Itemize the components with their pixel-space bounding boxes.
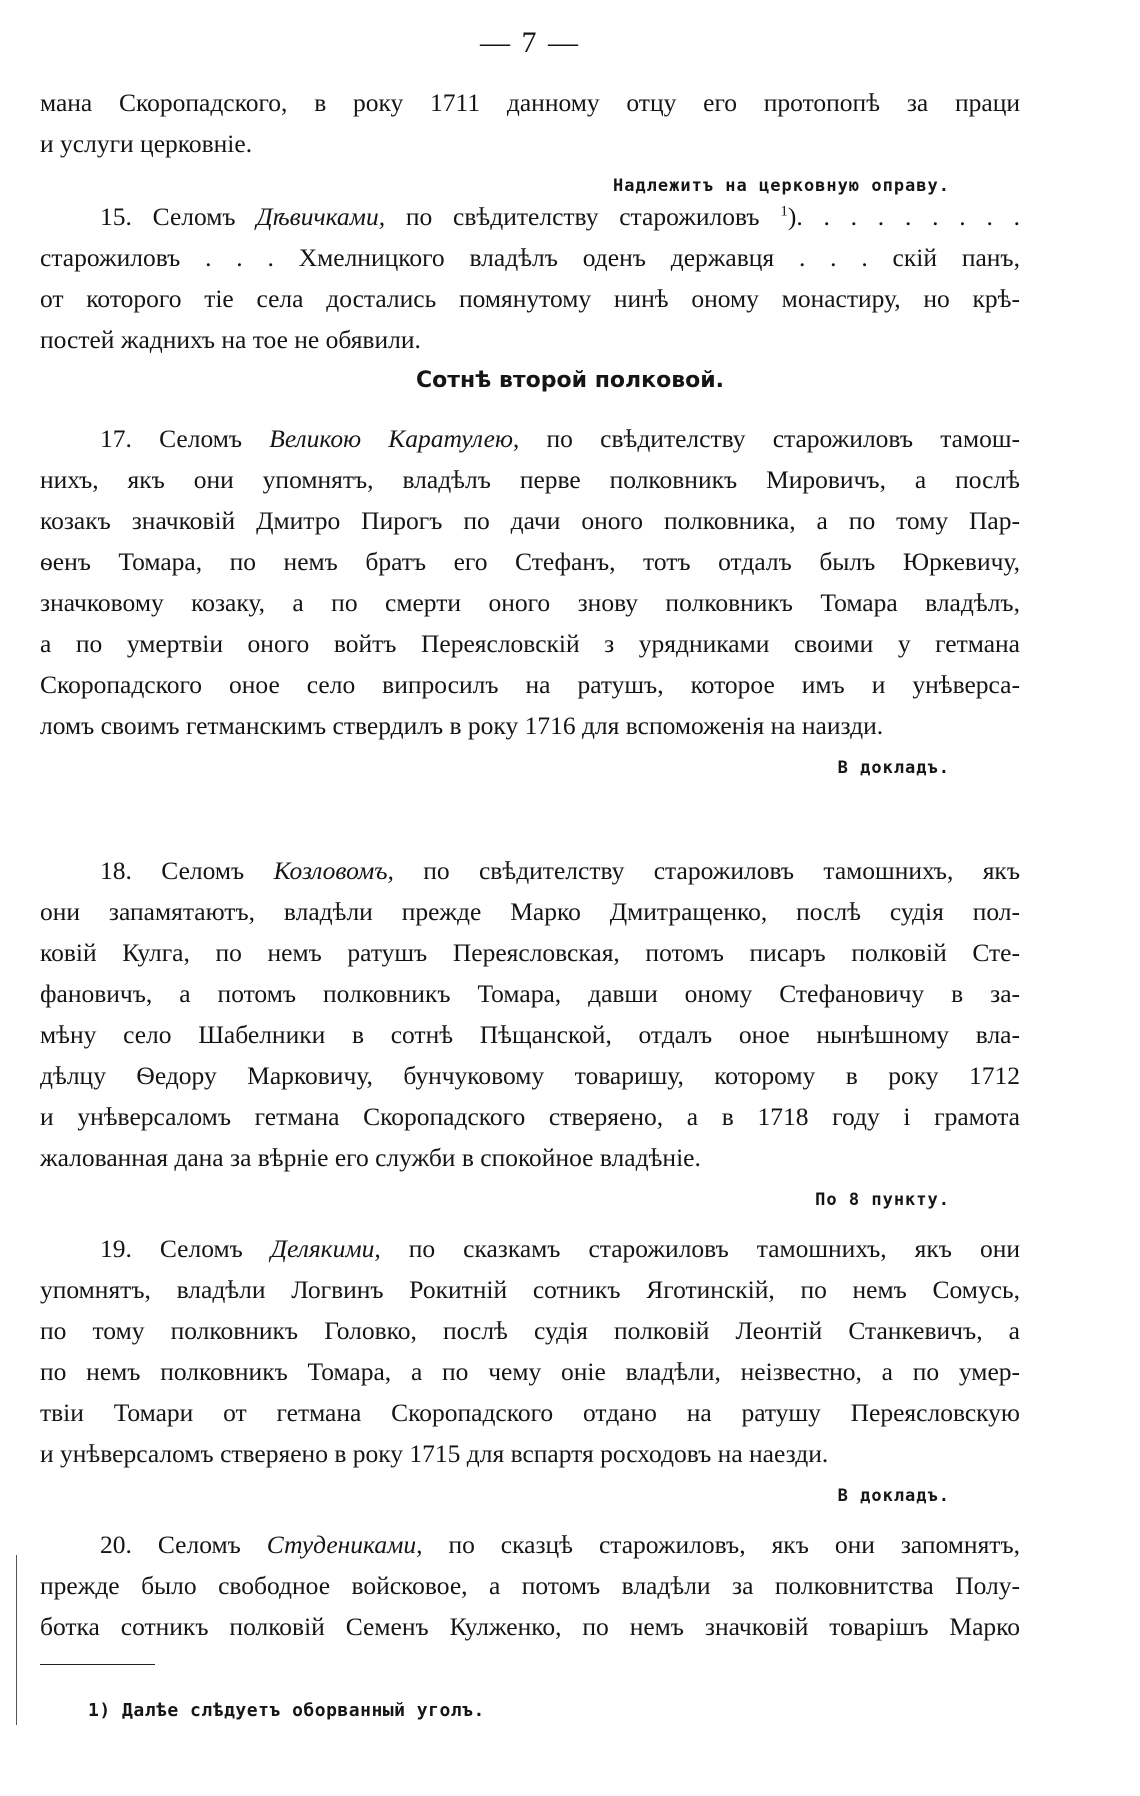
text-line: постей жаднихъ на тое не обявили.	[40, 325, 421, 354]
text-line: нихъ, якъ они упомнятъ, владѣлъ перве полковникъ Мировичъ, а послѣ	[40, 465, 1020, 494]
footnote-marker: 1)	[88, 1700, 111, 1721]
text-line: мана Скоропадского, в року 1711 данному отцу его протопопѣ за праци	[40, 88, 1020, 117]
margin-note: В докладъ.	[837, 758, 950, 778]
margin-note: В докладъ.	[837, 1486, 950, 1506]
place-name: Студениками,	[266, 1530, 423, 1559]
section-heading: Сотнѣ второй полковой.	[415, 368, 725, 393]
text-line: 20. Селомъ Студениками, по сказцѣ старожиловъ, якъ они запомнятъ,	[100, 1530, 1021, 1559]
text-span: по свѣдителству старожиловъ тамошнихъ, якъ	[423, 856, 1020, 885]
text-line: дѣлцу Ѳедору Марковичу, бунчуковому товаришу, которому в року 1712	[40, 1061, 1020, 1090]
text-line: мѣну село Шабелники в сотнѣ Пѣщанской, отдалъ оное нынѣшному вла-	[40, 1020, 1020, 1049]
text-line: и унѣверсаломъ стверяено в року 1715 для вспартя росходовъ на наезди.	[40, 1439, 829, 1468]
text-line: козакъ значковій Дмитро Пирогъ по дачи оного полковника, а по тому Пар-	[40, 506, 1020, 535]
text-line: старожиловъ . . . Хмелницкого владѣлъ оденъ державця . . . скій панъ,	[40, 243, 1020, 272]
margin-note: Надлежитъ на церковную оправу.	[612, 176, 950, 196]
text-line: они запамятаютъ, владѣли прежде Марко Дмитращенко, послѣ судія пол-	[40, 897, 1020, 926]
text-span: по свѣдителству старожиловъ тамош-	[546, 424, 1021, 453]
text-line: Скоропадского оное село випросилъ на ратушъ, которое имъ и унѣверса-	[40, 670, 1020, 699]
item-number: 19.	[100, 1234, 132, 1263]
place-name: Великою Каратулею,	[269, 424, 520, 453]
text-line: а по умертвіи оного войтъ Переясловскій з урядниками своими у гетмана	[40, 629, 1020, 658]
footnote-text: Далѣе слѣдуетъ оборванный уголъ.	[122, 1700, 485, 1721]
item-number: 20.	[100, 1530, 132, 1559]
text-line: жалованная дана за вѣрніе его служби в спокойное владѣніе.	[40, 1143, 701, 1172]
text-line: твіи Томари от гетмана Скоропадского отдано на ратушу Переясловскую	[40, 1398, 1020, 1427]
item-number: 18.	[100, 856, 132, 885]
text-line: по немъ полковникъ Томара, а по чему оніе владѣли, неізвестно, а по умер-	[40, 1357, 1020, 1386]
text-line: ботка сотникъ полковій Семенъ Кулженко, по немъ значковій товарішъ Марко	[40, 1612, 1020, 1641]
page-number: — 7 —	[480, 26, 580, 59]
text-span: по сказцѣ старожиловъ, якъ они запомнятъ,	[448, 1530, 1021, 1559]
paragraph-19	[40, 1228, 1020, 1518]
text-line: по тому полковникъ Головко, послѣ судія полковій Леонтій Станкевичъ, а	[40, 1316, 1020, 1345]
text-line: фановичъ, а потомъ полковникъ Томара, давши оному Стефановичу в за-	[40, 979, 1020, 1008]
item-number: 15.	[100, 202, 132, 231]
footnote-marker: 1	[780, 203, 788, 220]
text-line: ѳенъ Томара, по немъ братъ его Стефанъ, тотъ отдалъ былъ Юркевичу,	[40, 547, 1020, 576]
text-line: 15. Селомъ Дѣвичками, по свѣдителству старожиловъ $^1$). . . . . . . . .	[100, 202, 1021, 231]
place-name: Дѣвичками,	[256, 202, 386, 231]
text-line: 17. Селомъ Великою Каратулею, по свѣдителству старожиловъ тамош-	[100, 424, 1021, 453]
text-span: ). . . . . . . . .	[787, 202, 1021, 231]
text-line: от которого тіе села достались помянутому нинѣ оному монастиру, но крѣ-	[40, 284, 1020, 313]
footnote	[88, 1700, 485, 1721]
text-line: ковій Кулга, по немъ ратушъ Переясловская, потомъ писаръ полковій Сте-	[40, 938, 1020, 967]
text-span: по сказкамъ старожиловъ тамошнихъ, якъ они	[408, 1234, 1020, 1263]
text-line: 19. Селомъ Делякими, по сказкамъ старожиловъ тамошнихъ, якъ они	[100, 1234, 1020, 1263]
paragraph-15	[40, 196, 1020, 360]
paragraph-20	[40, 1524, 1020, 1647]
text-line: и унѣверсаломъ гетмана Скоропадского стверяено, а в 1718 году і грамота	[40, 1102, 1020, 1131]
place-name: Козловомъ,	[273, 856, 394, 885]
item-number: 17.	[100, 424, 132, 453]
text-span: по свѣдителству старожиловъ	[405, 202, 760, 231]
text-line: ломъ своимъ гетманскимъ ствердилъ в року 1716 для вспоможенія на наизди.	[40, 711, 884, 740]
paragraph-17	[40, 418, 1020, 790]
text-line: и услуги церковніе.	[40, 129, 253, 158]
text-line: упомнятъ, владѣли Логвинъ Рокитній сотникъ Яготинскій, по немъ Сомусь,	[40, 1275, 1020, 1304]
margin-note: По 8 пункту.	[815, 1190, 950, 1210]
place-name: Делякими,	[270, 1234, 381, 1263]
text-line: 18. Селомъ Козловомъ, по свѣдителству старожиловъ тамошнихъ, якъ	[100, 856, 1020, 885]
text-line: прежде было свободное войсковое, а потомъ владѣли за полковнитства Полу-	[40, 1571, 1020, 1600]
footnote-divider	[40, 1664, 155, 1665]
scan-edge-mark	[16, 1555, 17, 1725]
paragraph-18	[40, 850, 1020, 1222]
paragraph-14-fragment	[40, 82, 1020, 208]
text-line: значковому козаку, а по смерти оного знову полковникъ Томара владѣлъ,	[40, 588, 1020, 617]
